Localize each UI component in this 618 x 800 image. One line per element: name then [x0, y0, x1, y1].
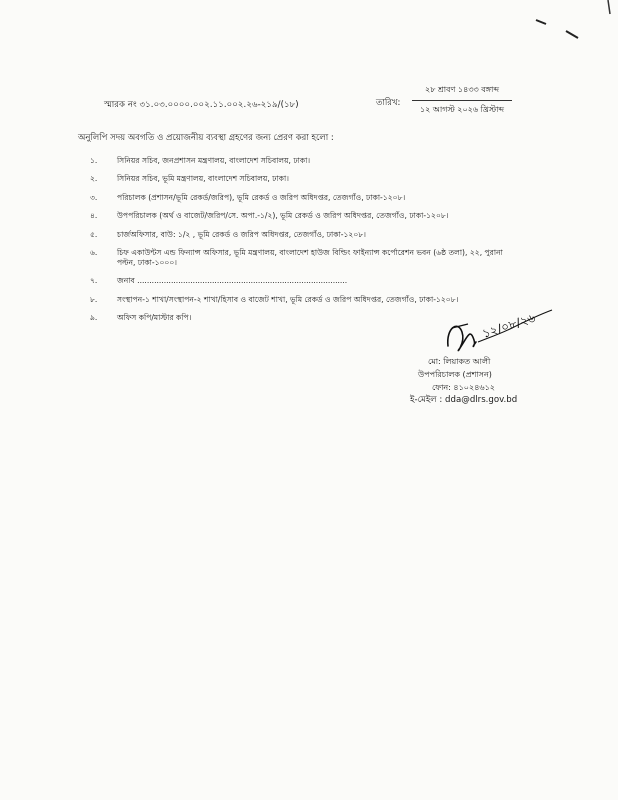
- signatory-email: ই-মেইল : dda@dlrs.gov.bd: [410, 395, 518, 406]
- item-number: ৬.: [90, 247, 98, 257]
- item-text: সিনিয়র সচিব, জনপ্রশাসন মন্ত্রণালয়, বাংলাদেশ সচিবালয়, ঢাকা।: [117, 156, 311, 165]
- item-number: ৮.: [90, 294, 98, 304]
- item-text: উপপরিচালক (অর্থ ও বাজেট/জরিপ/সে. অপা.-১/২), ভূমি রেকর্ড ও জরিপ অধিদপ্তর, তেজগাঁও, ঢাকা-১২০৮।: [117, 211, 449, 221]
- list-item: [90, 156, 510, 166]
- signatory-name: মো: লিয়াকত আলী: [428, 357, 491, 366]
- item-text: চার্জঅফিসার, বাউ: ১/২ , ভূমি রেকর্ড ও জরিপ অধিদপ্তর, তেজগাঁও, ঢাকা-১২০৮।: [117, 229, 366, 239]
- signature-date-mark: ১২/০৮/২৬: [480, 310, 538, 341]
- item-number: ৩.: [90, 192, 98, 202]
- date-gregorian: ১২ আগস্ট ২০২৬ খ্রিস্টাব্দ: [419, 105, 505, 114]
- list-item: [90, 230, 510, 240]
- item-text: অফিস কপি/মাস্টার কপি।: [117, 313, 192, 323]
- signatory-title: উপপরিচালক (প্রশাসন): [418, 369, 492, 379]
- item-number: ৭.: [90, 276, 98, 286]
- item-text: সংস্থাপন-১ শাখা/সংস্থাপন-২ শাখা/হিসাব ও বাজেট শাখা, ভূমি রেকর্ড ও জরিপ অধিদপ্তর, তেজগাঁও, ঢাকা-১২০৮।: [117, 294, 459, 304]
- item-number: ২.: [90, 174, 98, 184]
- list-item: [90, 248, 510, 268]
- item-text: সিনিয়র সচিব, ভূমি মন্ত্রণালয়, বাংলাদেশ সচিবালয়, ঢাকা।: [117, 174, 289, 184]
- item-number: ১.: [90, 156, 98, 165]
- copy-intro: অনুলিপি সদয় অবগতি ও প্রয়োজনীয় ব্যবস্থা গ্রহণের জন্য প্রেরণ করা হলো :: [78, 133, 334, 143]
- signatory-block: [410, 356, 540, 407]
- item-text: জনাব .......................................................................................: [117, 276, 348, 286]
- item-number: ৯.: [90, 313, 98, 323]
- date-block: [412, 84, 512, 117]
- date-bangla: ২৮ শ্রাবণ ১৪৩৩ বঙ্গাব্দ: [412, 84, 512, 101]
- item-text: পরিচালক (প্রশাসন/ভূমি রেকর্ড/জরিপ), ভূমি রেকর্ড ও জরিপ অধিদপ্তর, তেজগাঁও, ঢাকা-১২০৮।: [117, 192, 406, 202]
- list-item: [90, 276, 510, 286]
- date-label: তারিখ:: [376, 98, 401, 108]
- memo-number: স্মারক নং ৩১.০৩.০০০০.০০২.১১.০০২.২৬-২১৯/(১৮): [104, 100, 299, 110]
- item-number: ৫.: [90, 229, 98, 239]
- item-number: ৪.: [90, 211, 98, 221]
- item-text: চিফ একাউন্টস এন্ড ফিন্যান্স অফিসার, ভূমি মন্ত্রণালয়, বাংলাদেশ হাউজ বিল্ডিং ফাইন্যান্স কর্পোরেশন ভবন (৬ষ্ঠ তলা), ২২, পুরানা পল্টন, ঢাকা-১০০০।: [117, 247, 503, 267]
- list-item: [90, 174, 510, 184]
- signatory-phone: ফোন: ৪১০২৪৬১২: [432, 382, 495, 392]
- scan-artifact: [0, 0, 618, 60]
- list-item: [90, 211, 510, 221]
- list-item: [90, 193, 510, 203]
